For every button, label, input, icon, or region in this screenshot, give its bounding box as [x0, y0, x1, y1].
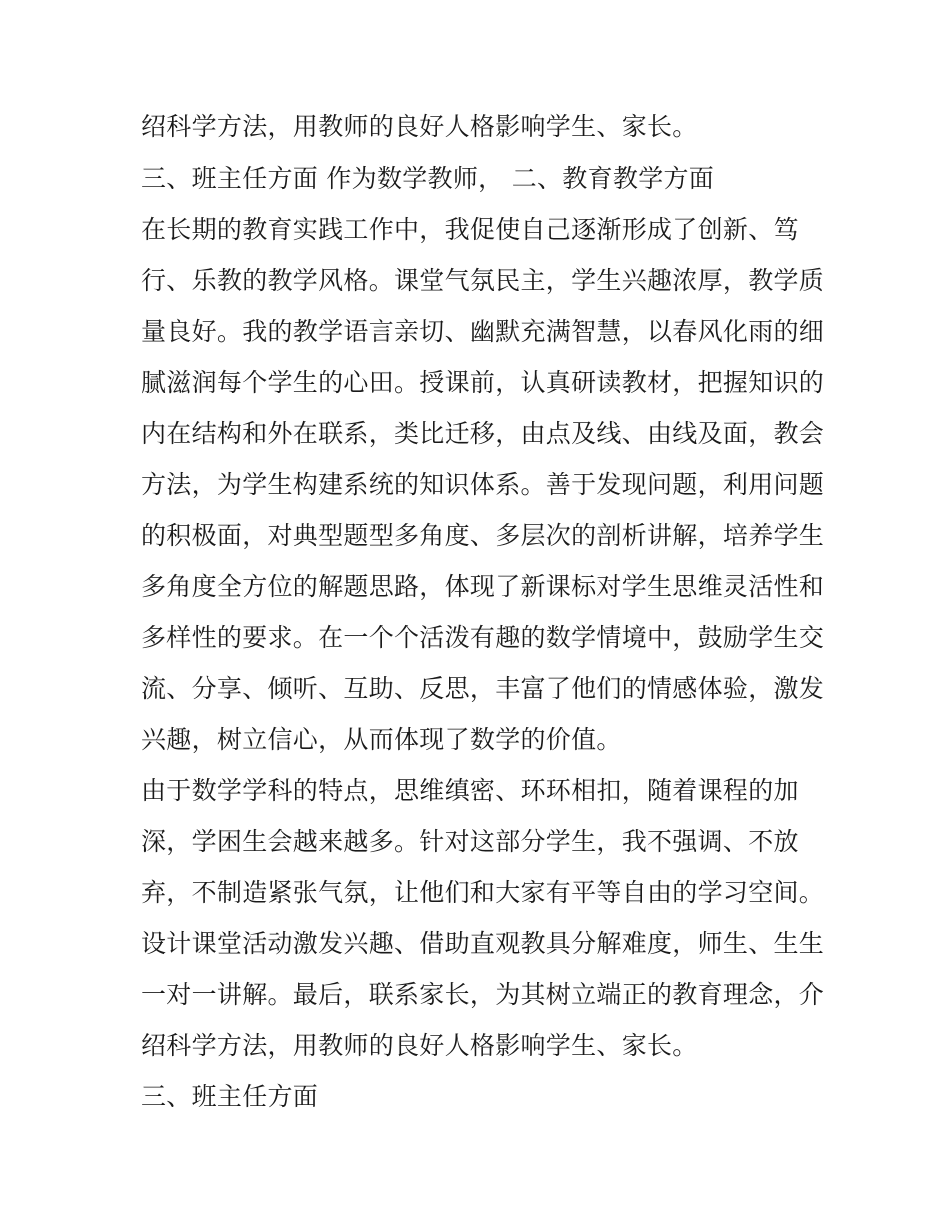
- text-line-10: 多角度全方位的解题思路，体现了新课标对学生思维灵活性和: [141, 572, 825, 601]
- text-line-13: 兴趣，树立信心，从而体现了数学的价值。: [141, 725, 622, 754]
- text-line-19: 绍科学方法，用教师的良好人格影响学生、家长。: [141, 1031, 698, 1060]
- text-line-14: 由于数学学科的特点，思维缜密、环环相扣，随着课程的加: [141, 776, 799, 805]
- text-line-12: 流、分享、倾听、互助、反思，丰富了他们的情感体验，激发: [141, 674, 825, 703]
- text-line-17: 设计课堂活动激发兴趣、借助直观教具分解难度，师生、生生: [141, 929, 825, 958]
- text-line-15: 深，学困生会越来越多。针对这部分学生，我不强调、不放: [141, 827, 799, 856]
- text-line-16: 弃，不制造紧张气氛，让他们和大家有平等自由的学习空间。: [141, 878, 825, 907]
- section-heading-line: 三、班主任方面 作为数学教师， 二、教育教学方面: [141, 164, 715, 193]
- text-line-1: 绍科学方法，用教师的良好人格影响学生、家长。: [141, 112, 698, 141]
- text-line-9: 的积极面，对典型题型多角度、多层次的剖析讲解，培养学生: [141, 521, 825, 550]
- text-line-6: 腻滋润每个学生的心田。授课前，认真研读教材，把握知识的: [141, 368, 825, 397]
- text-line-18: 一对一讲解。最后，联系家长，为其树立端正的教育理念，介: [141, 980, 825, 1009]
- text-line-5: 量良好。我的教学语言亲切、幽默充满智慧，以春风化雨的细: [141, 317, 825, 346]
- text-line-8: 方法，为学生构建系统的知识体系。善于发现问题，利用问题: [141, 470, 825, 499]
- text-line-3: 在长期的教育实践工作中，我促使自己逐渐形成了创新、笃: [141, 215, 799, 244]
- text-line-4: 行、乐教的教学风格。课堂气氛民主，学生兴趣浓厚，教学质: [141, 266, 825, 295]
- text-line-11: 多样性的要求。在一个个活泼有趣的数学情境中，鼓励学生交: [141, 623, 825, 652]
- section-heading-class-teacher: 三、班主任方面: [141, 1082, 319, 1111]
- text-line-7: 内在结构和外在联系，类比迁移，由点及线、由线及面，教会: [141, 419, 825, 448]
